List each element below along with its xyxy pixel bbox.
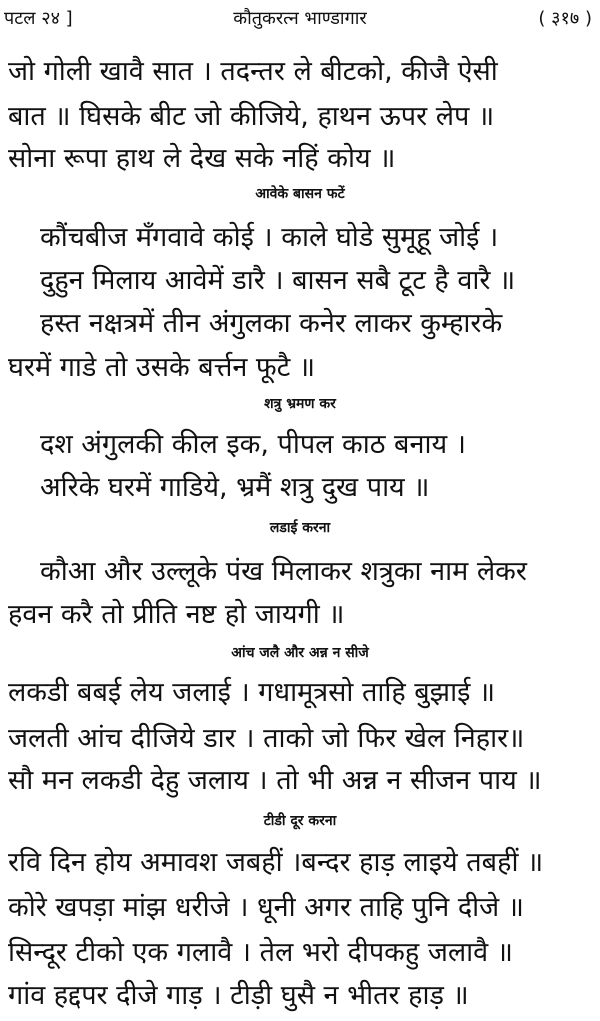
verse-line: दश अंगुलकी कील इक, पीपल काठ बनाय । [40, 429, 466, 460]
verse-line: रवि दिन होय अमावश जबहीं ।बन्दर हाड़ लाइये तबहीं ॥ [8, 847, 544, 878]
verse-line: अरिके घरमें गाडिये, भ्रमैं शत्रु दुख पाय ॥ [40, 472, 430, 503]
verse-line: हस्त नक्षत्रमें तीन अंगुलका कनेर लाकर कुम्हारके [40, 308, 503, 339]
verse-line: सौ मन लकडी देहु जलाय । तो भी अन्न न सीजन पाय ॥ [8, 765, 542, 796]
section-heading: आंच जलै और अन्न न सीजे [231, 645, 369, 661]
section-heading: शत्रु भ्रमण कर [264, 396, 336, 412]
verse-line: लकडी बबई लेय जलाई । गधामूत्रसो ताहि बुझाई ॥ [8, 677, 496, 708]
verse-line: कौंचबीज मँगवावे कोई । काले घोडे सुमूहू जोई । [40, 222, 499, 253]
chapter-label: पटल २४ ] [4, 8, 73, 29]
verse-line: घरमें गाडे तो उसके बर्त्तन फूटै ॥ [8, 352, 316, 383]
verse-line: सिन्दूर टीको एक गलावै । तेल भरो दीपकहु जलावै ॥ [8, 937, 513, 968]
page-number: ( ३१७ ) [538, 8, 592, 29]
verse-line: हवन करै तो प्रीति नष्ट हो जायगी ॥ [8, 599, 345, 630]
page-header [0, 0, 600, 34]
verse-line: दुहुन मिलाय आवेमें डारै । बासन सबै टूट है वारै ॥ [40, 265, 516, 296]
verse-line: जलती आंच दीजिये डार । ताको जो फिर खेल निहार॥ [8, 723, 525, 754]
section-heading: टीडी दूर करना [263, 813, 337, 829]
verse-line: गांव हद्दपर दीजे गाड़ । टीड़ी घुसै न भीतर हाड़ ॥ [8, 980, 469, 1011]
section-heading: लडाई करना [269, 520, 331, 536]
book-title: कौतुकरत्न भाण्डागार [233, 8, 367, 29]
verse-line: सोना रूपा हाथ ले देख सके नहिं कोय ॥ [8, 143, 396, 174]
verse-line: कोरे खपड़ा मांझ धरीजे । धूनी अगर ताहि पुनि दीजे ॥ [8, 892, 524, 923]
section-heading: आवेके बासन फटें [255, 186, 345, 202]
verse-line: जो गोली खावै सात । तदन्तर ले बीटको, कीजै ऐसी [8, 56, 498, 87]
verse-line: बात ॥ घिसके बीट जो कीजिये, हाथन ऊपर लेप ॥ [8, 101, 495, 132]
verse-line: कौआ और उल्लूके पंख मिलाकर शत्रुका नाम लेकर [40, 556, 527, 587]
